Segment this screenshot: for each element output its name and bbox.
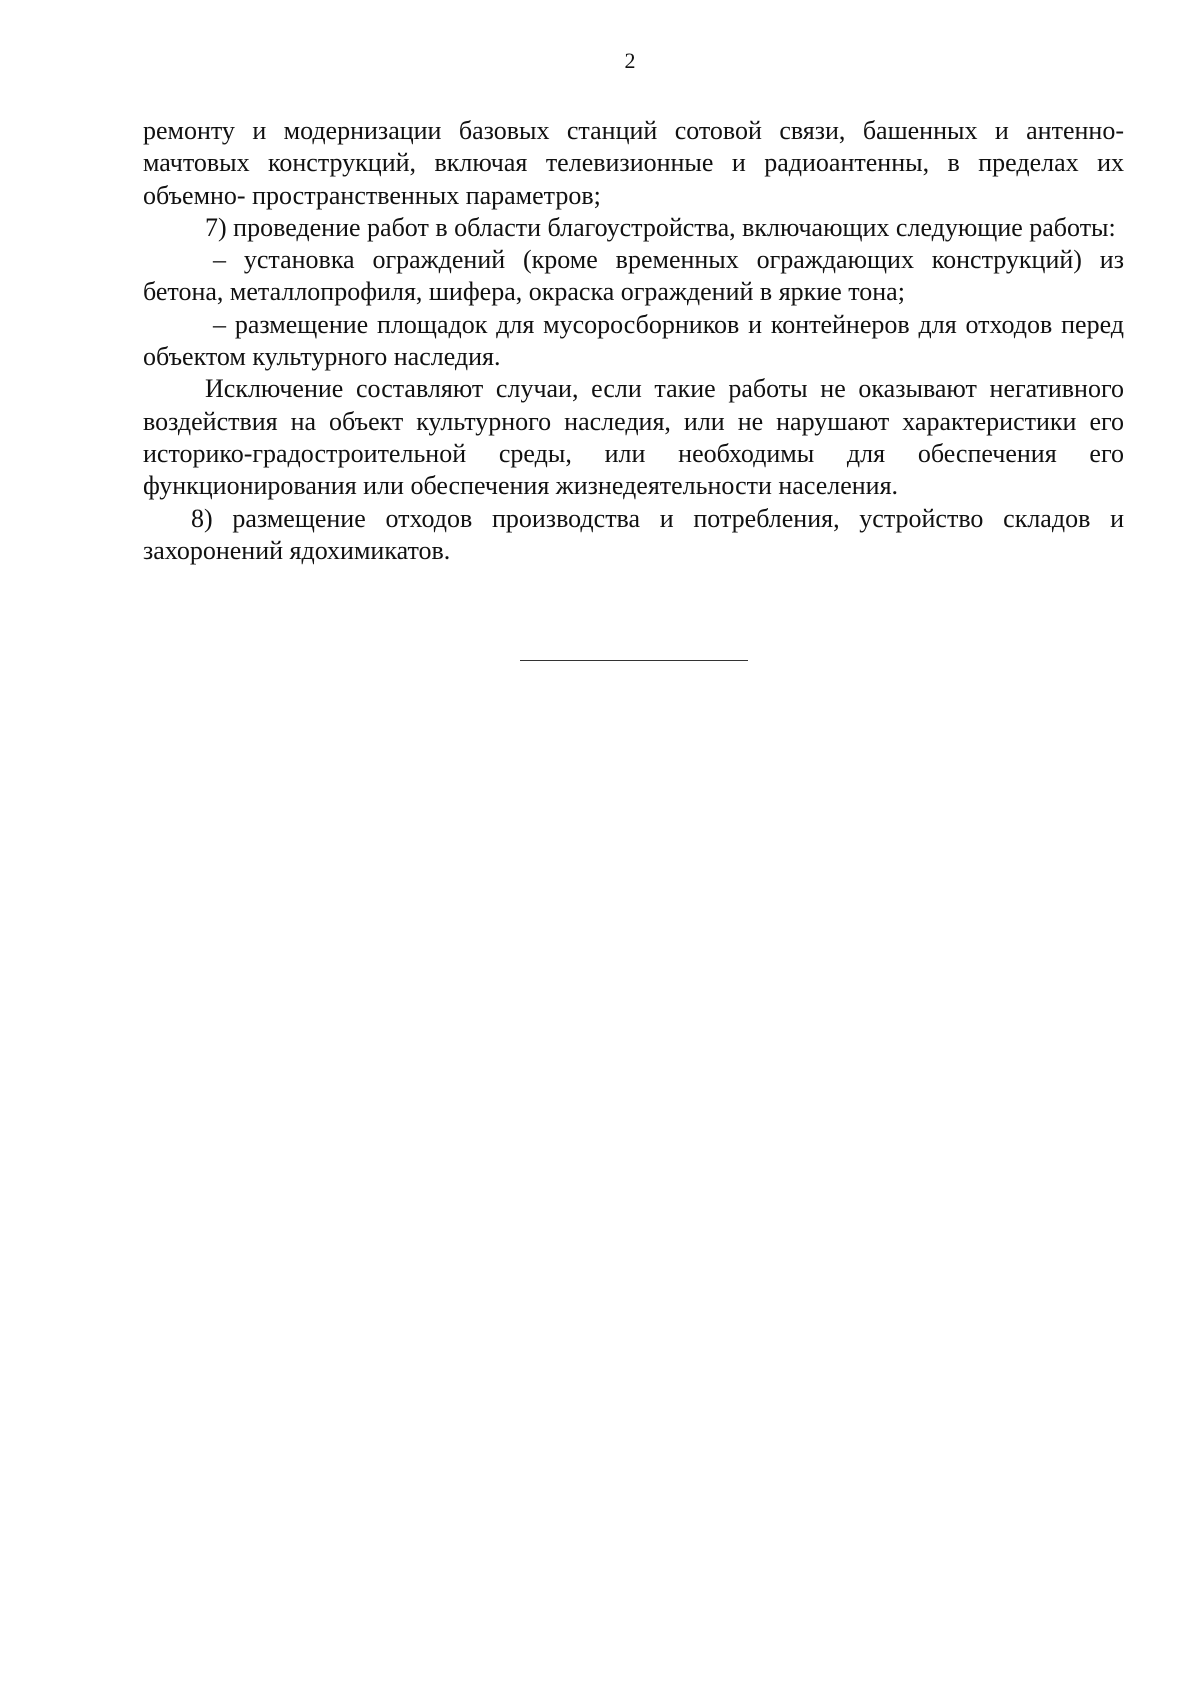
paragraph-exception: Исключение составляют случаи, если такие работы не оказывают негативного воздействия на объект культурного наследия, или не нарушают характеристики его историко-градостроительной среды, или необходимы для обеспечения его функционирования или обеспечения жизнедеятельности населения. [143, 374, 1124, 501]
page-number: 2 [624, 48, 636, 73]
list-item-7: 7) проведение работ в области благоустройства, включающих следующие работы: [205, 212, 1116, 242]
paragraph-continuation: ремонту и модернизации базовых станций сотовой связи, башенных и антенно-мачтовых конструкций, включая телевизионные и радиоантенны, в пределах их объемно- пространственных параметров; [143, 116, 1124, 210]
end-separator-line [520, 660, 748, 661]
dash-item-waste-sites: – размещение площадок для мусоросборников и контейнеров для отходов перед объектом культурного наследия. [143, 309, 1124, 372]
document-body [143, 115, 1124, 567]
list-item-8: 8) размещение отходов производства и потребления, устройство складов и захоронений ядохимикатов. [143, 503, 1124, 565]
dash-item-fences: – установка ограждений (кроме временных ограждающих конструкций) из бетона, металлопрофиля, шифера, окраска ограждений в яркие тона; [143, 245, 1124, 307]
